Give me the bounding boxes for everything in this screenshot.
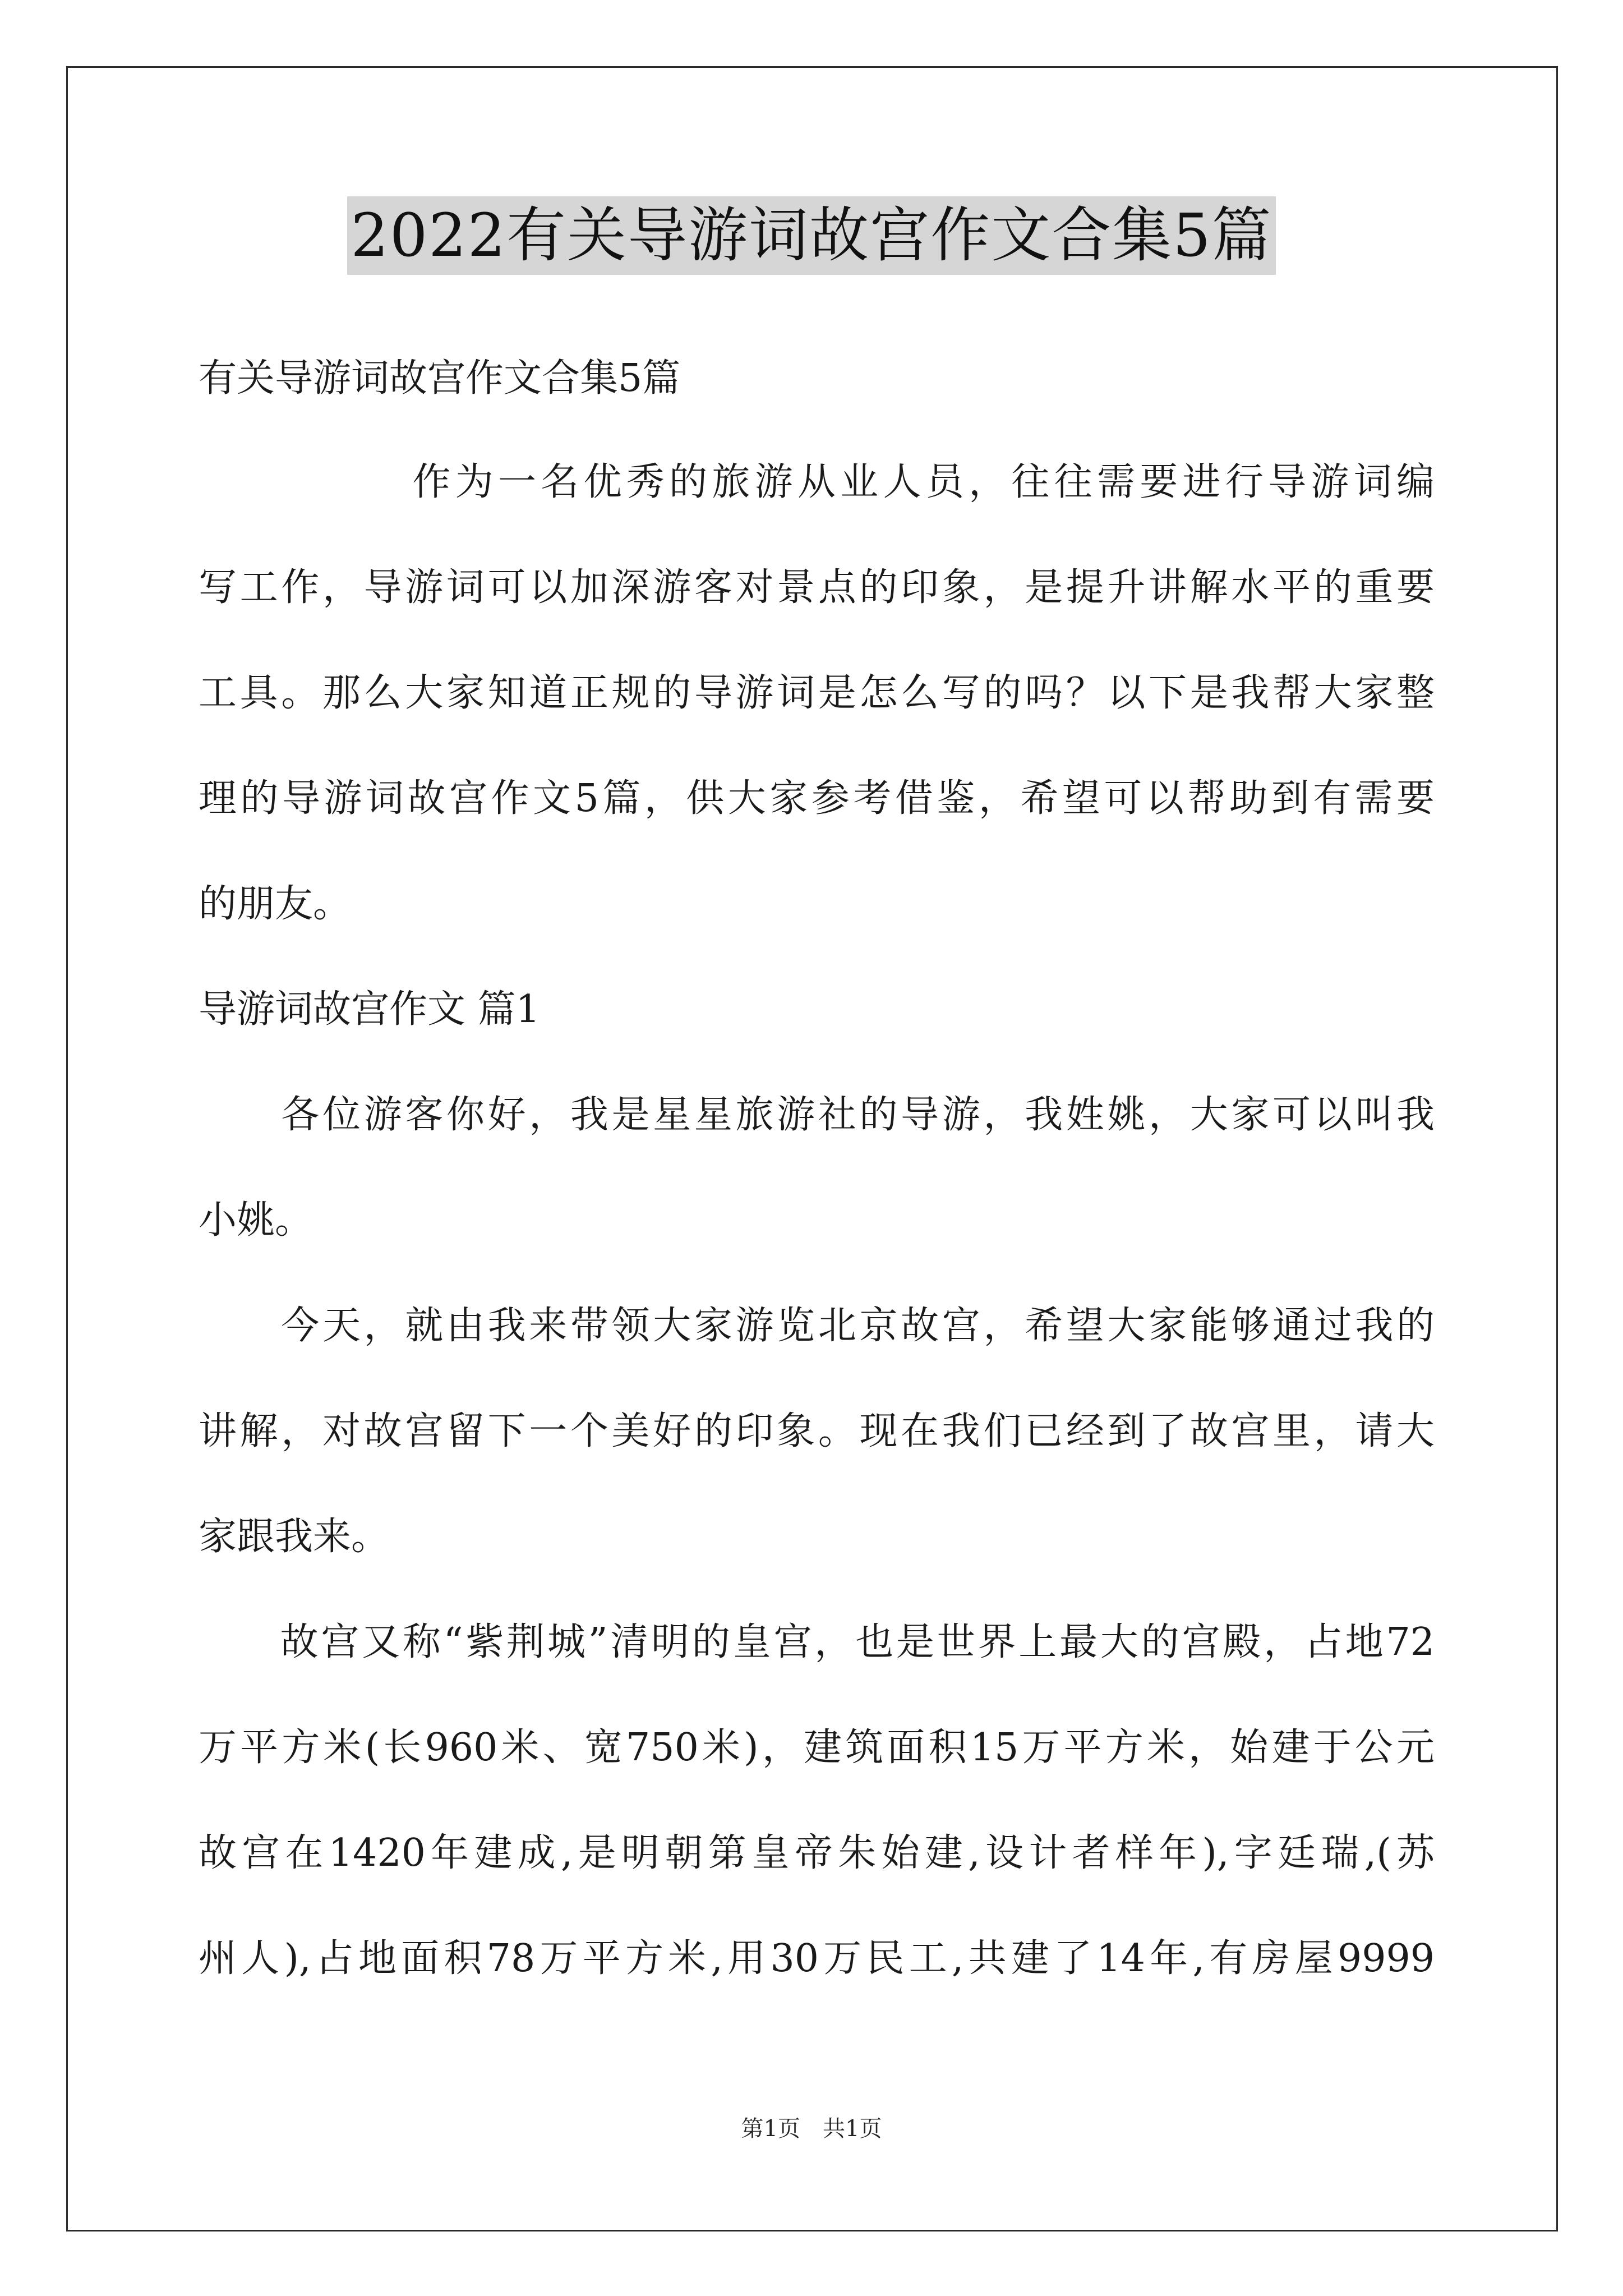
text-line: 万平方米(长960米、宽750米)，建筑面积15万平方米，始建于公元 [199, 1726, 1435, 1770]
document-title: 2022有关导游词故宫作文合集5篇 [347, 196, 1275, 275]
text-line: 写工作，导游词可以加深游客对景点的印象，是提升讲解水平的重要 [199, 565, 1435, 610]
title-container [0, 196, 1623, 275]
text-line: 今天，就由我来带领大家游览北京故宫，希望大家能够通过我的 [199, 1304, 1435, 1348]
text-line: 的朋友。 [199, 882, 352, 926]
text-line: 作为一名优秀的旅游从业人员，往往需要进行导游词编 [199, 460, 1435, 504]
text-line: 讲解，对故宫留下一个美好的印象。现在我们已经到了故宫里，请大 [199, 1409, 1435, 1453]
text-line: 小姚。 [199, 1198, 313, 1243]
text-line: 故宫又称“紫荆城”清明的皇宫，也是世界上最大的宫殿，占地72 [199, 1620, 1435, 1664]
page-footer: 第1页 共1页 [741, 2116, 882, 2142]
text-line: 故宫在1420年建成,是明朝第皇帝朱始建,设计者样年),字廷瑞,(苏 [199, 1831, 1435, 1875]
section-heading: 导游词故宫作文 篇1 [199, 987, 540, 1032]
text-line: 工具。那么大家知道正规的导游词是怎么写的吗？以下是我帮大家整 [199, 671, 1435, 715]
text-line: 家跟我来。 [199, 1515, 390, 1559]
text-line: 各位游客你好，我是星星旅游社的导游，我姓姚，大家可以叫我 [199, 1093, 1435, 1137]
text-line: 州人),占地面积78万平方米,用30万民工,共建了14年,有房屋9999 [199, 1936, 1435, 1981]
text-line: 理的导游词故宫作文5篇，供大家参考借鉴，希望可以帮助到有需要 [199, 776, 1435, 821]
subtitle-line: 有关导游词故宫作文合集5篇 [199, 356, 681, 401]
